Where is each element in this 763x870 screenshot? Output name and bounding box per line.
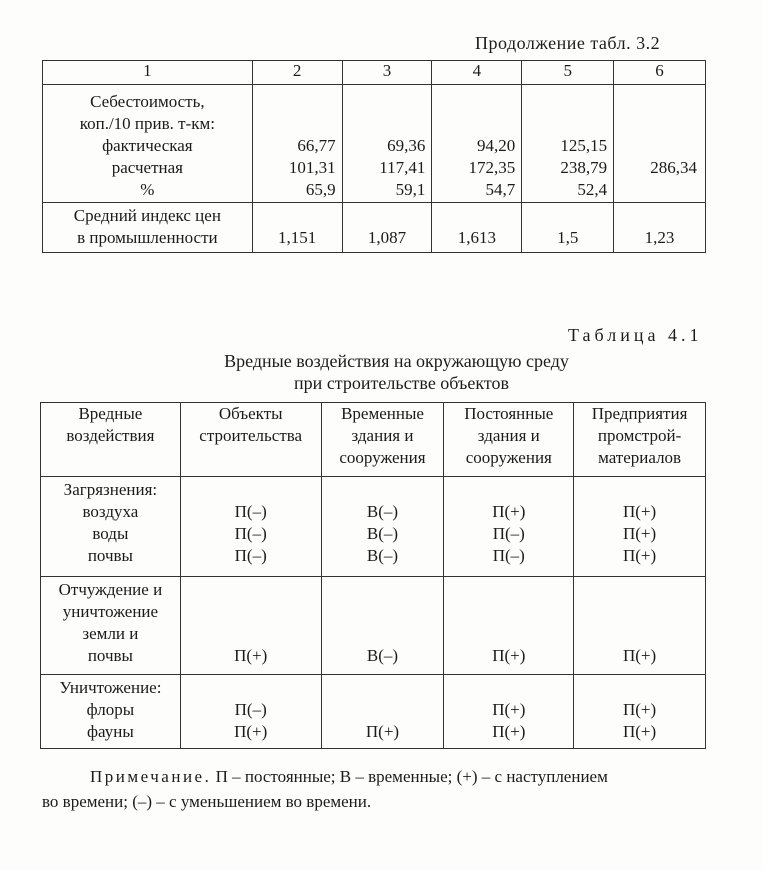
table-4-1-header-row — [41, 403, 706, 477]
label-line: Себестоимость, — [90, 92, 205, 111]
value: 101,31 — [288, 158, 336, 177]
label-line: воды — [92, 524, 129, 543]
value-cell — [180, 477, 321, 577]
value-cell — [522, 85, 614, 203]
value-cell — [342, 85, 432, 203]
value: 65,9 — [305, 180, 336, 199]
label-line: Загрязнения: — [63, 480, 158, 499]
header-line: Объекты — [218, 404, 283, 423]
table-4-1-number: Таблица 4.1 — [568, 325, 703, 345]
table-3-2 — [42, 60, 706, 253]
label-line: земли и — [82, 624, 139, 643]
value: П(+) — [622, 502, 657, 521]
value: 66,77 — [297, 136, 336, 155]
note-line-2: во времени; (–) – с уменьшением во времени. — [42, 792, 372, 811]
header-line: сооружения — [339, 448, 426, 467]
table-row — [43, 85, 706, 203]
value-cell — [444, 477, 574, 577]
value-cell — [574, 477, 706, 577]
value: 125,15 — [560, 136, 608, 155]
value: 1,087 — [367, 228, 407, 247]
value — [322, 699, 444, 721]
label-line: в промышленности — [77, 228, 218, 247]
row-label — [43, 203, 253, 253]
value: 59,1 — [395, 180, 426, 199]
header-cell: 1 — [43, 61, 253, 85]
table-3-2-header-row — [43, 61, 706, 85]
header-line: промстрой- — [597, 426, 682, 445]
value: 69,36 — [387, 136, 426, 155]
value: 52,4 — [577, 180, 608, 199]
table-row — [41, 477, 706, 577]
header-cell — [574, 403, 706, 477]
value: П(+) — [622, 524, 657, 543]
value-cell — [444, 675, 574, 749]
value-cell — [574, 577, 706, 675]
value: П(–) — [234, 700, 267, 719]
note-text-1: П – постоянные; В – временные; (+) – с наступлением — [215, 767, 608, 786]
value: 238,79 — [560, 158, 608, 177]
label-line: коп./10 прив. т-км: — [79, 114, 215, 133]
value: П(+) — [492, 700, 526, 719]
header-line: Постоянные — [464, 404, 554, 423]
label-line: воздуха — [82, 502, 139, 521]
value: В(–) — [366, 646, 399, 665]
value-cell — [180, 675, 321, 749]
header-line: воздействия — [66, 426, 155, 445]
header-line: Временные — [341, 404, 424, 423]
value: П(+) — [622, 546, 657, 565]
label-line: Уничтожение: — [59, 678, 162, 697]
table-row — [41, 675, 706, 749]
table-4-1 — [40, 402, 706, 749]
value-cell — [432, 203, 522, 253]
label-line: Средний индекс цен — [73, 206, 221, 225]
header-cell: 5 — [522, 61, 614, 85]
value: П(+) — [622, 646, 657, 665]
value: П(+) — [492, 722, 526, 741]
header-cell: 4 — [432, 61, 522, 85]
value-cell — [432, 85, 522, 203]
value: П(+) — [622, 722, 657, 741]
value: 1,151 — [278, 228, 317, 247]
table-row — [43, 203, 706, 253]
table-4-1-title — [0, 350, 763, 394]
value-cell — [252, 203, 342, 253]
header-line: здания и — [351, 426, 414, 445]
value-cell — [321, 477, 444, 577]
title-line: при строительстве объектов — [294, 373, 509, 393]
value: П(+) — [365, 722, 400, 741]
header-line: Предприятия — [591, 404, 688, 423]
value: П(–) — [492, 546, 525, 565]
row-label — [41, 477, 181, 577]
header-line: здания и — [477, 426, 540, 445]
value-cell — [321, 675, 444, 749]
value: В(–) — [366, 546, 399, 565]
value: 94,20 — [477, 136, 516, 155]
value: 172,35 — [468, 158, 516, 177]
label-line: флоры — [86, 700, 135, 719]
label-line: фауны — [87, 722, 134, 741]
header-line: сооружения — [465, 448, 552, 467]
value: 1,5 — [557, 228, 579, 247]
value: П(+) — [492, 646, 526, 665]
header-cell — [180, 403, 321, 477]
value-cell — [444, 577, 574, 675]
value: 54,7 — [485, 180, 516, 199]
row-label — [43, 85, 253, 203]
value-cell — [252, 85, 342, 203]
value-cell — [614, 85, 706, 203]
value: П(–) — [492, 524, 525, 543]
value-cell — [180, 577, 321, 675]
label-line: уничтожение — [62, 602, 159, 621]
value-cell — [321, 577, 444, 675]
table-note — [42, 764, 710, 814]
row-label — [41, 577, 181, 675]
value-cell — [574, 675, 706, 749]
value: 117,41 — [379, 158, 426, 177]
label-line: % — [140, 180, 155, 199]
header-cell: 6 — [614, 61, 706, 85]
note-lead: Примечание. — [90, 767, 212, 786]
label-line: почвы — [87, 546, 133, 565]
row-label — [41, 675, 181, 749]
note-line-1 — [42, 764, 710, 789]
table-3-2-caption: Продолжение табл. 3.2 — [475, 33, 661, 53]
header-cell: 2 — [252, 61, 342, 85]
value: П(+) — [492, 502, 526, 521]
value: П(–) — [234, 546, 267, 565]
value: 1,23 — [644, 228, 675, 247]
header-cell — [41, 403, 181, 477]
table-row — [41, 577, 706, 675]
header-cell: 3 — [342, 61, 432, 85]
value: 1,613 — [457, 228, 496, 247]
value: П(–) — [234, 502, 267, 521]
value: В(–) — [366, 524, 399, 543]
value: П(+) — [234, 646, 268, 665]
value-cell — [522, 203, 614, 253]
value: 286,34 — [650, 158, 697, 177]
value: П(+) — [622, 700, 657, 719]
label-line: Отчуждение и — [58, 580, 163, 599]
label-line: почвы — [87, 646, 133, 665]
header-cell — [444, 403, 574, 477]
header-cell — [321, 403, 444, 477]
header-line: Вредные — [78, 404, 143, 423]
label-line: фактическая — [102, 136, 193, 155]
value-cell — [342, 203, 432, 253]
label-line: расчетная — [111, 158, 183, 177]
value: П(–) — [234, 524, 267, 543]
header-line: материалов — [598, 448, 682, 467]
value-cell — [614, 203, 706, 253]
value: В(–) — [366, 502, 399, 521]
header-line: строительства — [199, 426, 303, 445]
title-line: Вредные воздействия на окружающую среду — [224, 351, 569, 371]
value: П(+) — [234, 722, 268, 741]
